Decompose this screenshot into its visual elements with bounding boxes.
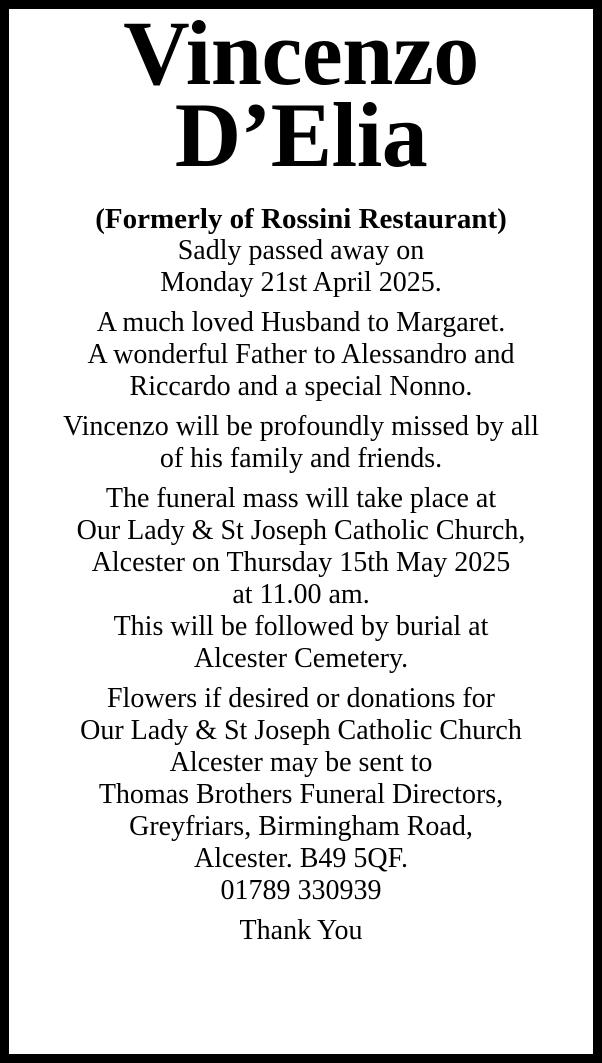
family-tribute <box>9 307 593 403</box>
text-line: A much loved Husband to Margaret. <box>96 307 506 338</box>
text-line: Thank You <box>239 915 363 946</box>
text-line: This will be followed by burial at <box>113 611 489 642</box>
text-line: Our Lady & St Joseph Catholic Church, <box>76 515 526 546</box>
text-line: Thomas Brothers Funeral Directors, <box>98 779 504 810</box>
closing-thanks <box>9 915 593 947</box>
text-line: Monday 21st April 2025. <box>160 267 442 298</box>
text-line: Alcester. B49 5QF. <box>194 843 408 874</box>
text-line: Riccardo and a special Nonno. <box>129 371 473 402</box>
text-line: A wonderful Father to Alessandro and <box>87 339 515 370</box>
former-affiliation: (Formerly of Rossini Restaurant) <box>95 203 507 235</box>
phone-number: 01789 330939 <box>220 875 382 906</box>
text-line: The funeral mass will take place at <box>105 483 497 514</box>
text-line: Flowers if desired or donations for <box>106 683 496 714</box>
text-line: Alcester Cemetery. <box>193 643 409 674</box>
missed-message <box>9 411 593 475</box>
text-line: Vincenzo will be profoundly missed by all <box>63 411 539 442</box>
text-line: Alcester on Thursday 15th May 2025 <box>91 547 511 578</box>
text-line: Sadly passed away on <box>177 235 425 266</box>
text-line: at 11.00 am. <box>232 579 370 610</box>
text-line: of his family and friends. <box>159 443 443 474</box>
text-line: Alcester may be sent to <box>169 747 433 778</box>
text-line: Greyfriars, Birmingham Road, <box>129 811 473 842</box>
donations-details <box>9 683 593 907</box>
deceased-first-name: Vincenzo <box>123 2 479 104</box>
funeral-details <box>9 483 593 611</box>
passing-announcement <box>9 235 593 299</box>
deceased-name <box>9 2 593 186</box>
deceased-surname: D’Elia <box>174 84 428 186</box>
burial-details <box>9 611 593 675</box>
text-line: Our Lady & St Joseph Catholic Church <box>80 715 522 746</box>
